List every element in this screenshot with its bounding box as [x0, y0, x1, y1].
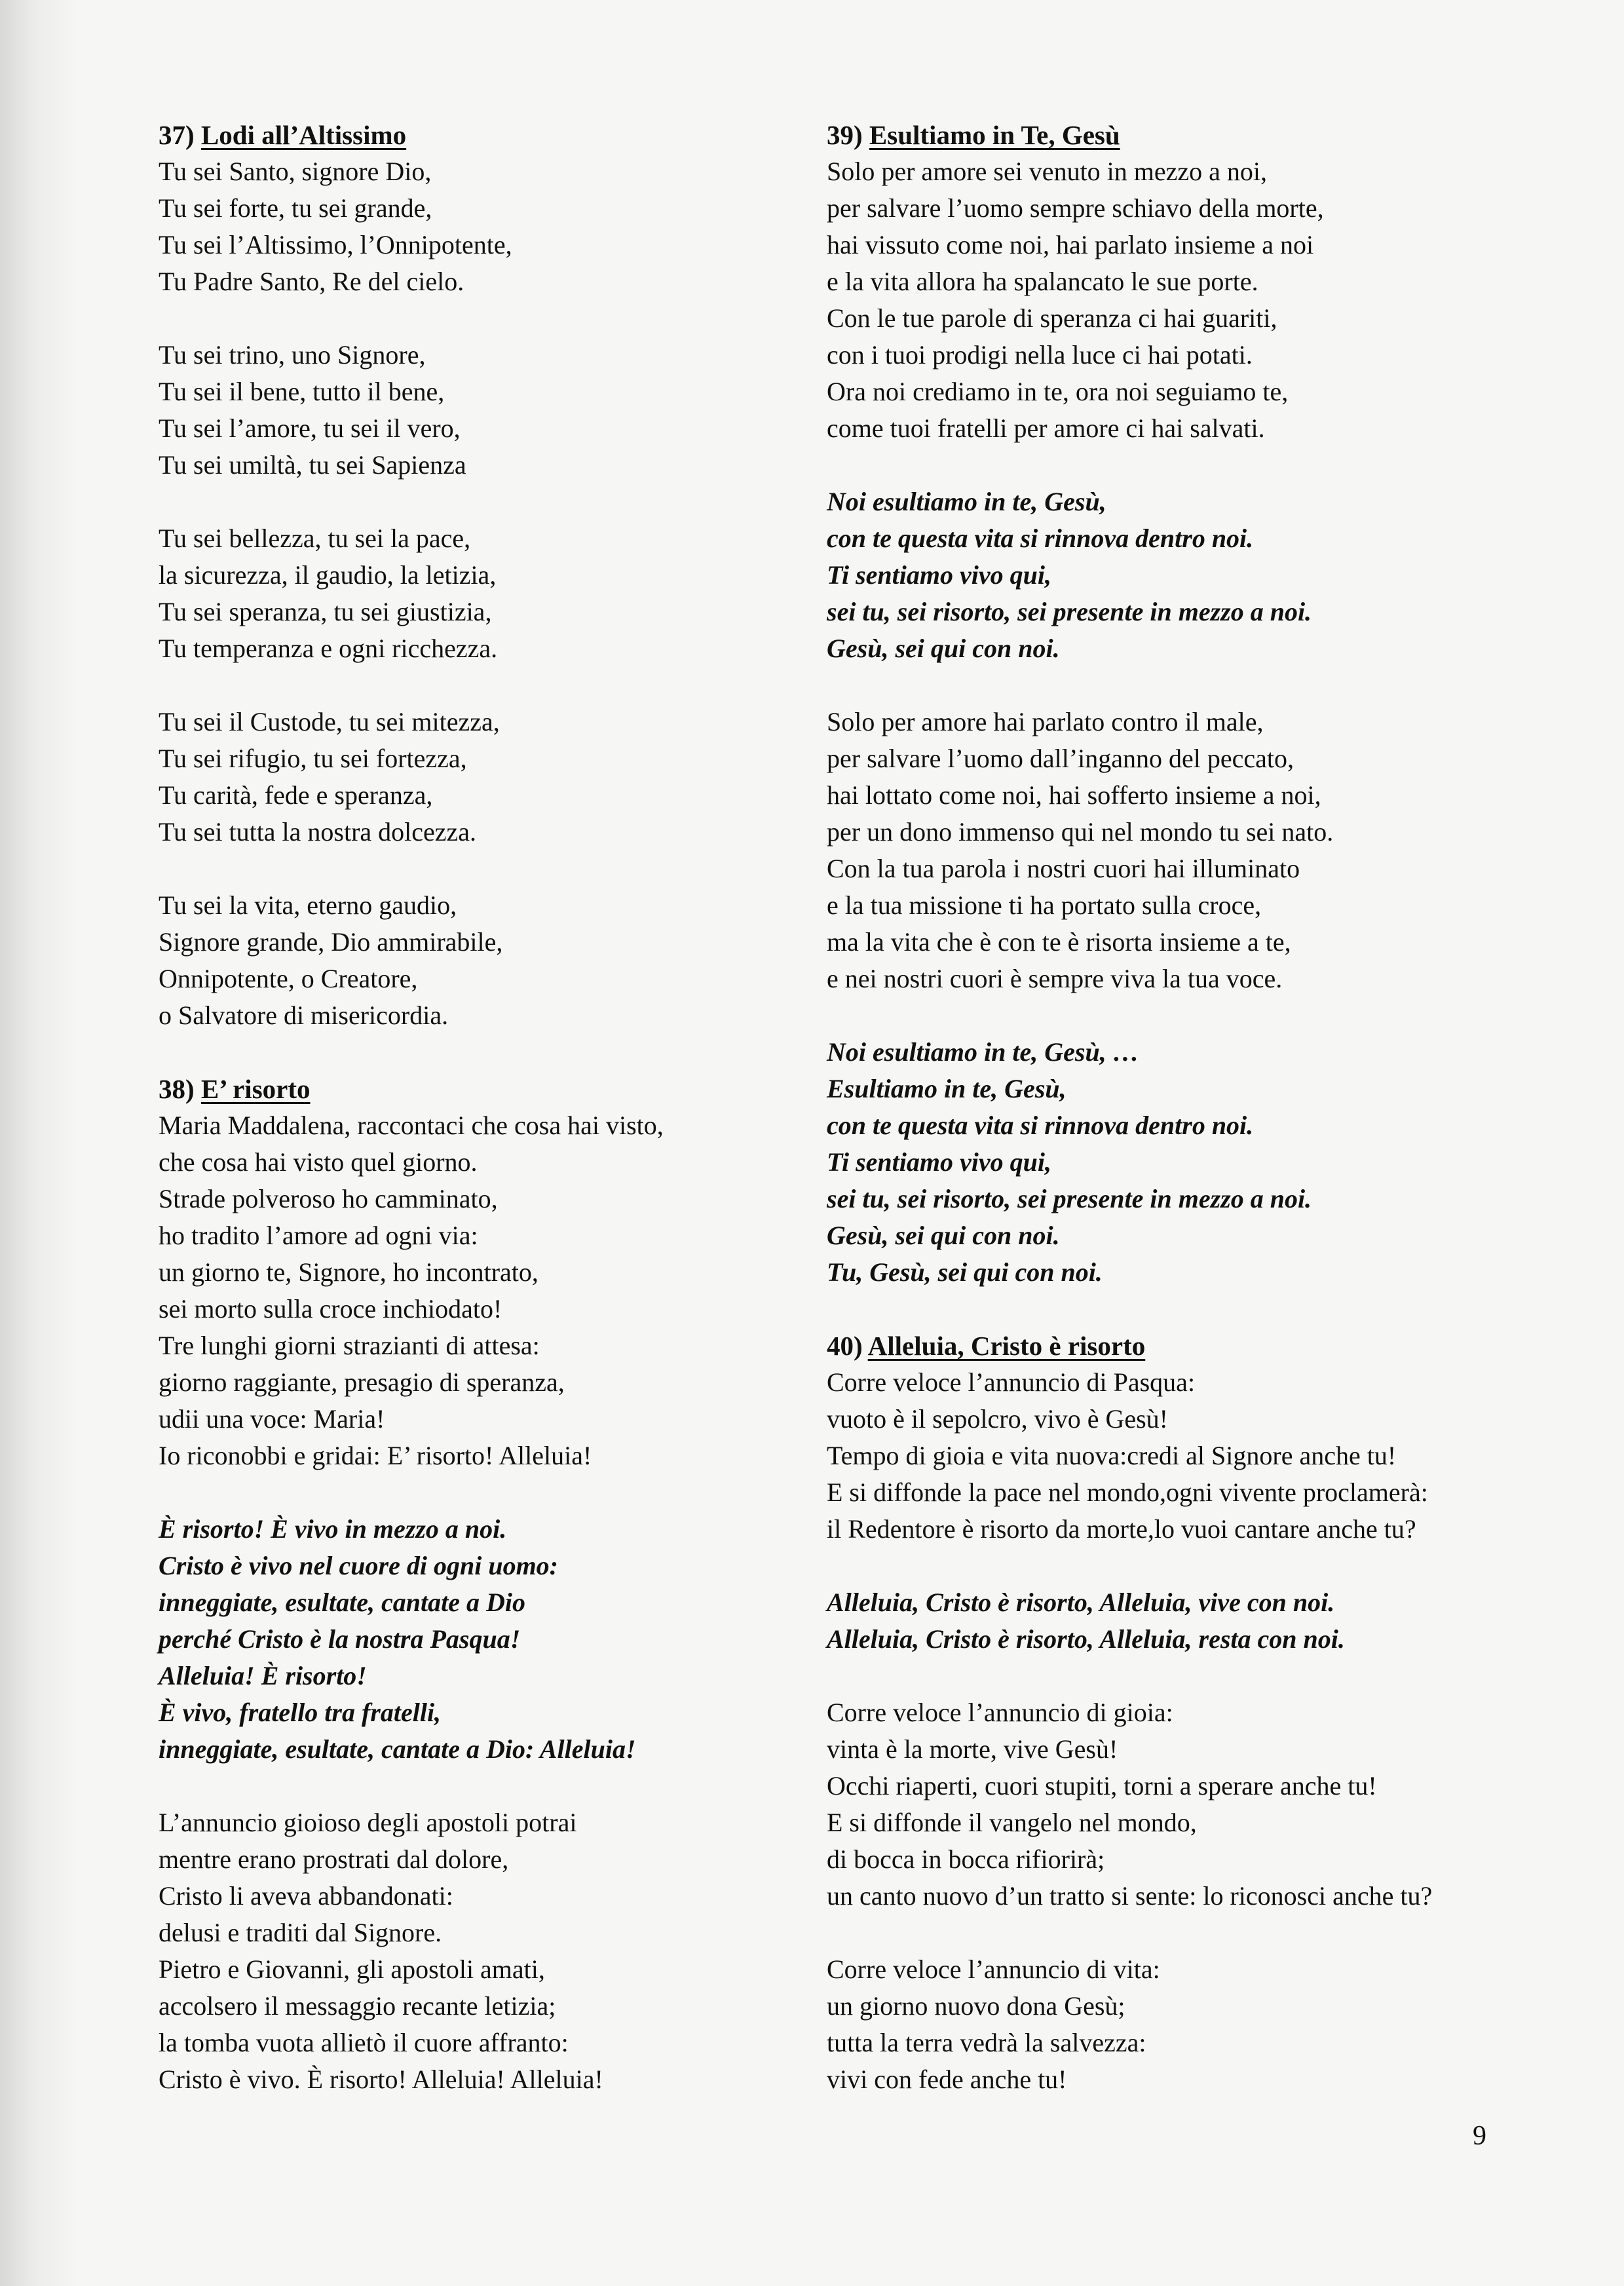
- song: [827, 1327, 1613, 2098]
- lyric-line: inneggiate, esultate, cantate a Dio: [159, 1588, 525, 1617]
- lyric-line: Noi esultiamo in te, Gesù, …: [827, 1037, 1139, 1067]
- song: [159, 1071, 820, 2098]
- lyric-line: la tomba vuota allietò il cuore affranto:: [159, 2028, 569, 2057]
- lyric-line: Onnipotente, o Creatore,: [159, 964, 418, 993]
- song-number: 39): [827, 120, 863, 150]
- lyric-line: Strade polveroso ho camminato,: [159, 1184, 498, 1213]
- left-column: [159, 117, 820, 2135]
- song-title-text: E’ risorto: [200, 1074, 311, 1104]
- lyric-line: che cosa hai visto quel giorno.: [159, 1147, 478, 1177]
- lyric-line: Ti sentiamo vivo qui,: [827, 1147, 1051, 1177]
- lyric-line: Tu sei rifugio, tu sei fortezza,: [159, 744, 467, 773]
- lyric-line: Maria Maddalena, raccontaci che cosa hai visto,: [159, 1111, 664, 1140]
- lyric-line: Gesù, sei qui con noi.: [827, 1221, 1060, 1250]
- refrain: [159, 1511, 820, 1768]
- lyric-line: un giorno te, Signore, ho incontrato,: [159, 1257, 538, 1287]
- song-title: [827, 1327, 1613, 1364]
- lyric-line: Con la tua parola i nostri cuori hai illuminato: [827, 854, 1300, 883]
- lyric-line: sei tu, sei risorto, sei presente in mezzo a noi.: [827, 1184, 1312, 1213]
- lyric-line: il Redentore è risorto da morte,lo vuoi cantare anche tu?: [827, 1514, 1416, 1544]
- lyric-line: Tu sei l’Altissimo, l’Onnipotente,: [159, 230, 512, 259]
- lyric-line: hai vissuto come noi, hai parlato insieme a noi: [827, 230, 1314, 259]
- verse: [159, 520, 820, 667]
- lyric-line: Pietro e Giovanni, gli apostoli amati,: [159, 1954, 545, 1984]
- lyric-line: Alleluia, Cristo è risorto, Alleluia, resta con noi.: [827, 1624, 1345, 1654]
- lyric-line: con te questa vita si rinnova dentro noi.: [827, 524, 1254, 553]
- lyric-line: tutta la terra vedrà la salvezza:: [827, 2028, 1146, 2057]
- lyric-line: Solo per amore sei venuto in mezzo a noi,: [827, 157, 1268, 186]
- lyric-line: Alleluia! È risorto!: [159, 1661, 367, 1690]
- lyric-line: Io riconobbi e gridai: E’ risorto! Alleluia!: [159, 1441, 592, 1470]
- lyric-line: o Salvatore di misericordia.: [159, 1000, 449, 1030]
- lyric-line: giorno raggiante, presagio di speranza,: [159, 1367, 565, 1397]
- lyric-line: la sicurezza, il gaudio, la letizia,: [159, 560, 497, 590]
- verse: [159, 153, 820, 300]
- lyric-line: un canto nuovo d’un tratto si sente: lo riconosci anche tu?: [827, 1881, 1433, 1911]
- lyric-line: Cristo è vivo nel cuore di ogni uomo:: [159, 1551, 558, 1580]
- scan-shadow: [0, 0, 79, 2286]
- song: [159, 117, 820, 1034]
- verse: [159, 887, 820, 1034]
- lyric-line: Tu sei speranza, tu sei giustizia,: [159, 597, 492, 626]
- lyric-line: ma la vita che è con te è risorta insieme a te,: [827, 927, 1291, 957]
- song: [827, 117, 1613, 1291]
- lyric-line: L’annuncio gioioso degli apostoli potrai: [159, 1808, 577, 1837]
- verse: [159, 337, 820, 484]
- lyric-line: Tu sei Santo, signore Dio,: [159, 157, 432, 186]
- lyric-line: per un dono immenso qui nel mondo tu sei nato.: [827, 817, 1334, 847]
- lyric-line: Tu sei tutta la nostra dolcezza.: [159, 817, 477, 847]
- song-title: [159, 117, 820, 153]
- refrain: [827, 1034, 1613, 1291]
- verse: [827, 1364, 1613, 1548]
- verse: [827, 153, 1613, 447]
- song-title: [159, 1071, 820, 1107]
- refrain: [827, 484, 1613, 667]
- song-number: 37): [159, 120, 195, 150]
- lyric-line: di bocca in bocca rifiorirà;: [827, 1844, 1105, 1874]
- lyric-line: Con le tue parole di speranza ci hai guariti,: [827, 303, 1277, 333]
- lyric-line: un giorno nuovo dona Gesù;: [827, 1991, 1125, 2021]
- song-title-text: Alleluia, Cristo è risorto: [867, 1331, 1146, 1361]
- lyric-line: e nei nostri cuori è sempre viva la tua voce.: [827, 964, 1283, 993]
- lyric-line: Tu sei forte, tu sei grande,: [159, 193, 432, 223]
- lyric-line: Tu sei umiltà, tu sei Sapienza: [159, 450, 466, 480]
- verse: [827, 1694, 1613, 1915]
- song-number: 38): [159, 1074, 195, 1104]
- lyric-line: vuoto è il sepolcro, vivo è Gesù!: [827, 1404, 1168, 1434]
- lyric-line: Tu, Gesù, sei qui con noi.: [827, 1257, 1103, 1287]
- lyric-line: con i tuoi prodigi nella luce ci hai potati.: [827, 340, 1253, 370]
- song-title-text: Esultiamo in Te, Gesù: [869, 120, 1120, 150]
- lyric-line: ho tradito l’amore ad ogni via:: [159, 1221, 478, 1250]
- lyric-line: Tu carità, fede e speranza,: [159, 780, 433, 810]
- right-column: [827, 117, 1613, 2135]
- lyric-line: Tu sei l’amore, tu sei il vero,: [159, 413, 461, 443]
- song-title: [827, 117, 1613, 153]
- lyric-line: Tu sei il Custode, tu sei mitezza,: [159, 707, 500, 736]
- lyric-line: e la vita allora ha spalancato le sue porte.: [827, 267, 1258, 296]
- verse: [827, 1951, 1613, 2098]
- lyric-line: per salvare l’uomo dall’inganno del peccato,: [827, 744, 1294, 773]
- lyric-line: Tu temperanza e ogni ricchezza.: [159, 634, 498, 663]
- lyric-line: Ora noi crediamo in te, ora noi seguiamo te,: [827, 377, 1289, 406]
- lyric-line: Signore grande, Dio ammirabile,: [159, 927, 503, 957]
- lyric-line: Noi esultiamo in te, Gesù,: [827, 487, 1106, 516]
- lyric-line: con te questa vita si rinnova dentro noi.: [827, 1111, 1254, 1140]
- lyric-line: Corre veloce l’annuncio di vita:: [827, 1954, 1160, 1984]
- lyric-line: Occhi riaperti, cuori stupiti, torni a sperare anche tu!: [827, 1771, 1377, 1800]
- lyric-line: vivi con fede anche tu!: [827, 2065, 1067, 2094]
- lyric-line: hai lottato come noi, hai sofferto insieme a noi,: [827, 780, 1321, 810]
- lyric-line: Corre veloce l’annuncio di gioia:: [827, 1698, 1173, 1727]
- lyric-line: perché Cristo è la nostra Pasqua!: [159, 1624, 521, 1654]
- lyric-line: Tu Padre Santo, Re del cielo.: [159, 267, 464, 296]
- lyric-line: come tuoi fratelli per amore ci hai salvati.: [827, 413, 1265, 443]
- refrain: [827, 1584, 1613, 1658]
- lyric-line: mentre erano prostrati dal dolore,: [159, 1844, 509, 1874]
- lyric-line: Esultiamo in te, Gesù,: [827, 1074, 1067, 1103]
- verse: [159, 1107, 820, 1474]
- lyric-line: e la tua missione ti ha portato sulla croce,: [827, 890, 1262, 920]
- lyric-line: Gesù, sei qui con noi.: [827, 634, 1060, 663]
- lyric-line: Tu sei bellezza, tu sei la pace,: [159, 524, 471, 553]
- lyric-line: sei morto sulla croce inchiodato!: [159, 1294, 502, 1324]
- lyric-line: Solo per amore hai parlato contro il male,: [827, 707, 1264, 736]
- lyric-line: E si diffonde la pace nel mondo,ogni vivente proclamerà:: [827, 1477, 1428, 1507]
- lyric-line: Tu sei trino, uno Signore,: [159, 340, 426, 370]
- lyric-line: Corre veloce l’annuncio di Pasqua:: [827, 1367, 1196, 1397]
- lyric-line: inneggiate, esultate, cantate a Dio: Alleluia!: [159, 1734, 636, 1764]
- lyric-line: Tre lunghi giorni strazianti di attesa:: [159, 1331, 540, 1360]
- lyric-line: sei tu, sei risorto, sei presente in mezzo a noi.: [827, 597, 1312, 626]
- lyric-line: Cristo è vivo. È risorto! Alleluia! Alleluia!: [159, 2065, 603, 2094]
- verse: [159, 1804, 820, 2098]
- lyric-line: Ti sentiamo vivo qui,: [827, 560, 1051, 590]
- lyric-line: È vivo, fratello tra fratelli,: [159, 1698, 442, 1727]
- lyric-line: È risorto! È vivo in mezzo a noi.: [159, 1514, 507, 1544]
- lyric-line: Tu sei la vita, eterno gaudio,: [159, 890, 457, 920]
- page-number: 9: [1473, 2121, 1486, 2151]
- song-title-text: Lodi all’Altissimo: [200, 120, 407, 150]
- lyric-line: accolsero il messaggio recante letizia;: [159, 1991, 556, 2021]
- verse: [827, 704, 1613, 997]
- song-number: 40): [827, 1331, 863, 1361]
- lyric-line: Tu sei il bene, tutto il bene,: [159, 377, 445, 406]
- lyric-line: Cristo li aveva abbandonati:: [159, 1881, 453, 1911]
- lyric-line: Tempo di gioia e vita nuova:credi al Signore anche tu!: [827, 1441, 1397, 1470]
- lyric-line: delusi e traditi dal Signore.: [159, 1918, 442, 1947]
- lyric-line: udii una voce: Maria!: [159, 1404, 385, 1434]
- lyric-line: per salvare l’uomo sempre schiavo della morte,: [827, 193, 1324, 223]
- verse: [159, 704, 820, 850]
- lyric-line: E si diffonde il vangelo nel mondo,: [827, 1808, 1197, 1837]
- lyric-line: vinta è la morte, vive Gesù!: [827, 1734, 1118, 1764]
- lyric-line: Alleluia, Cristo è risorto, Alleluia, vive con noi.: [827, 1588, 1335, 1617]
